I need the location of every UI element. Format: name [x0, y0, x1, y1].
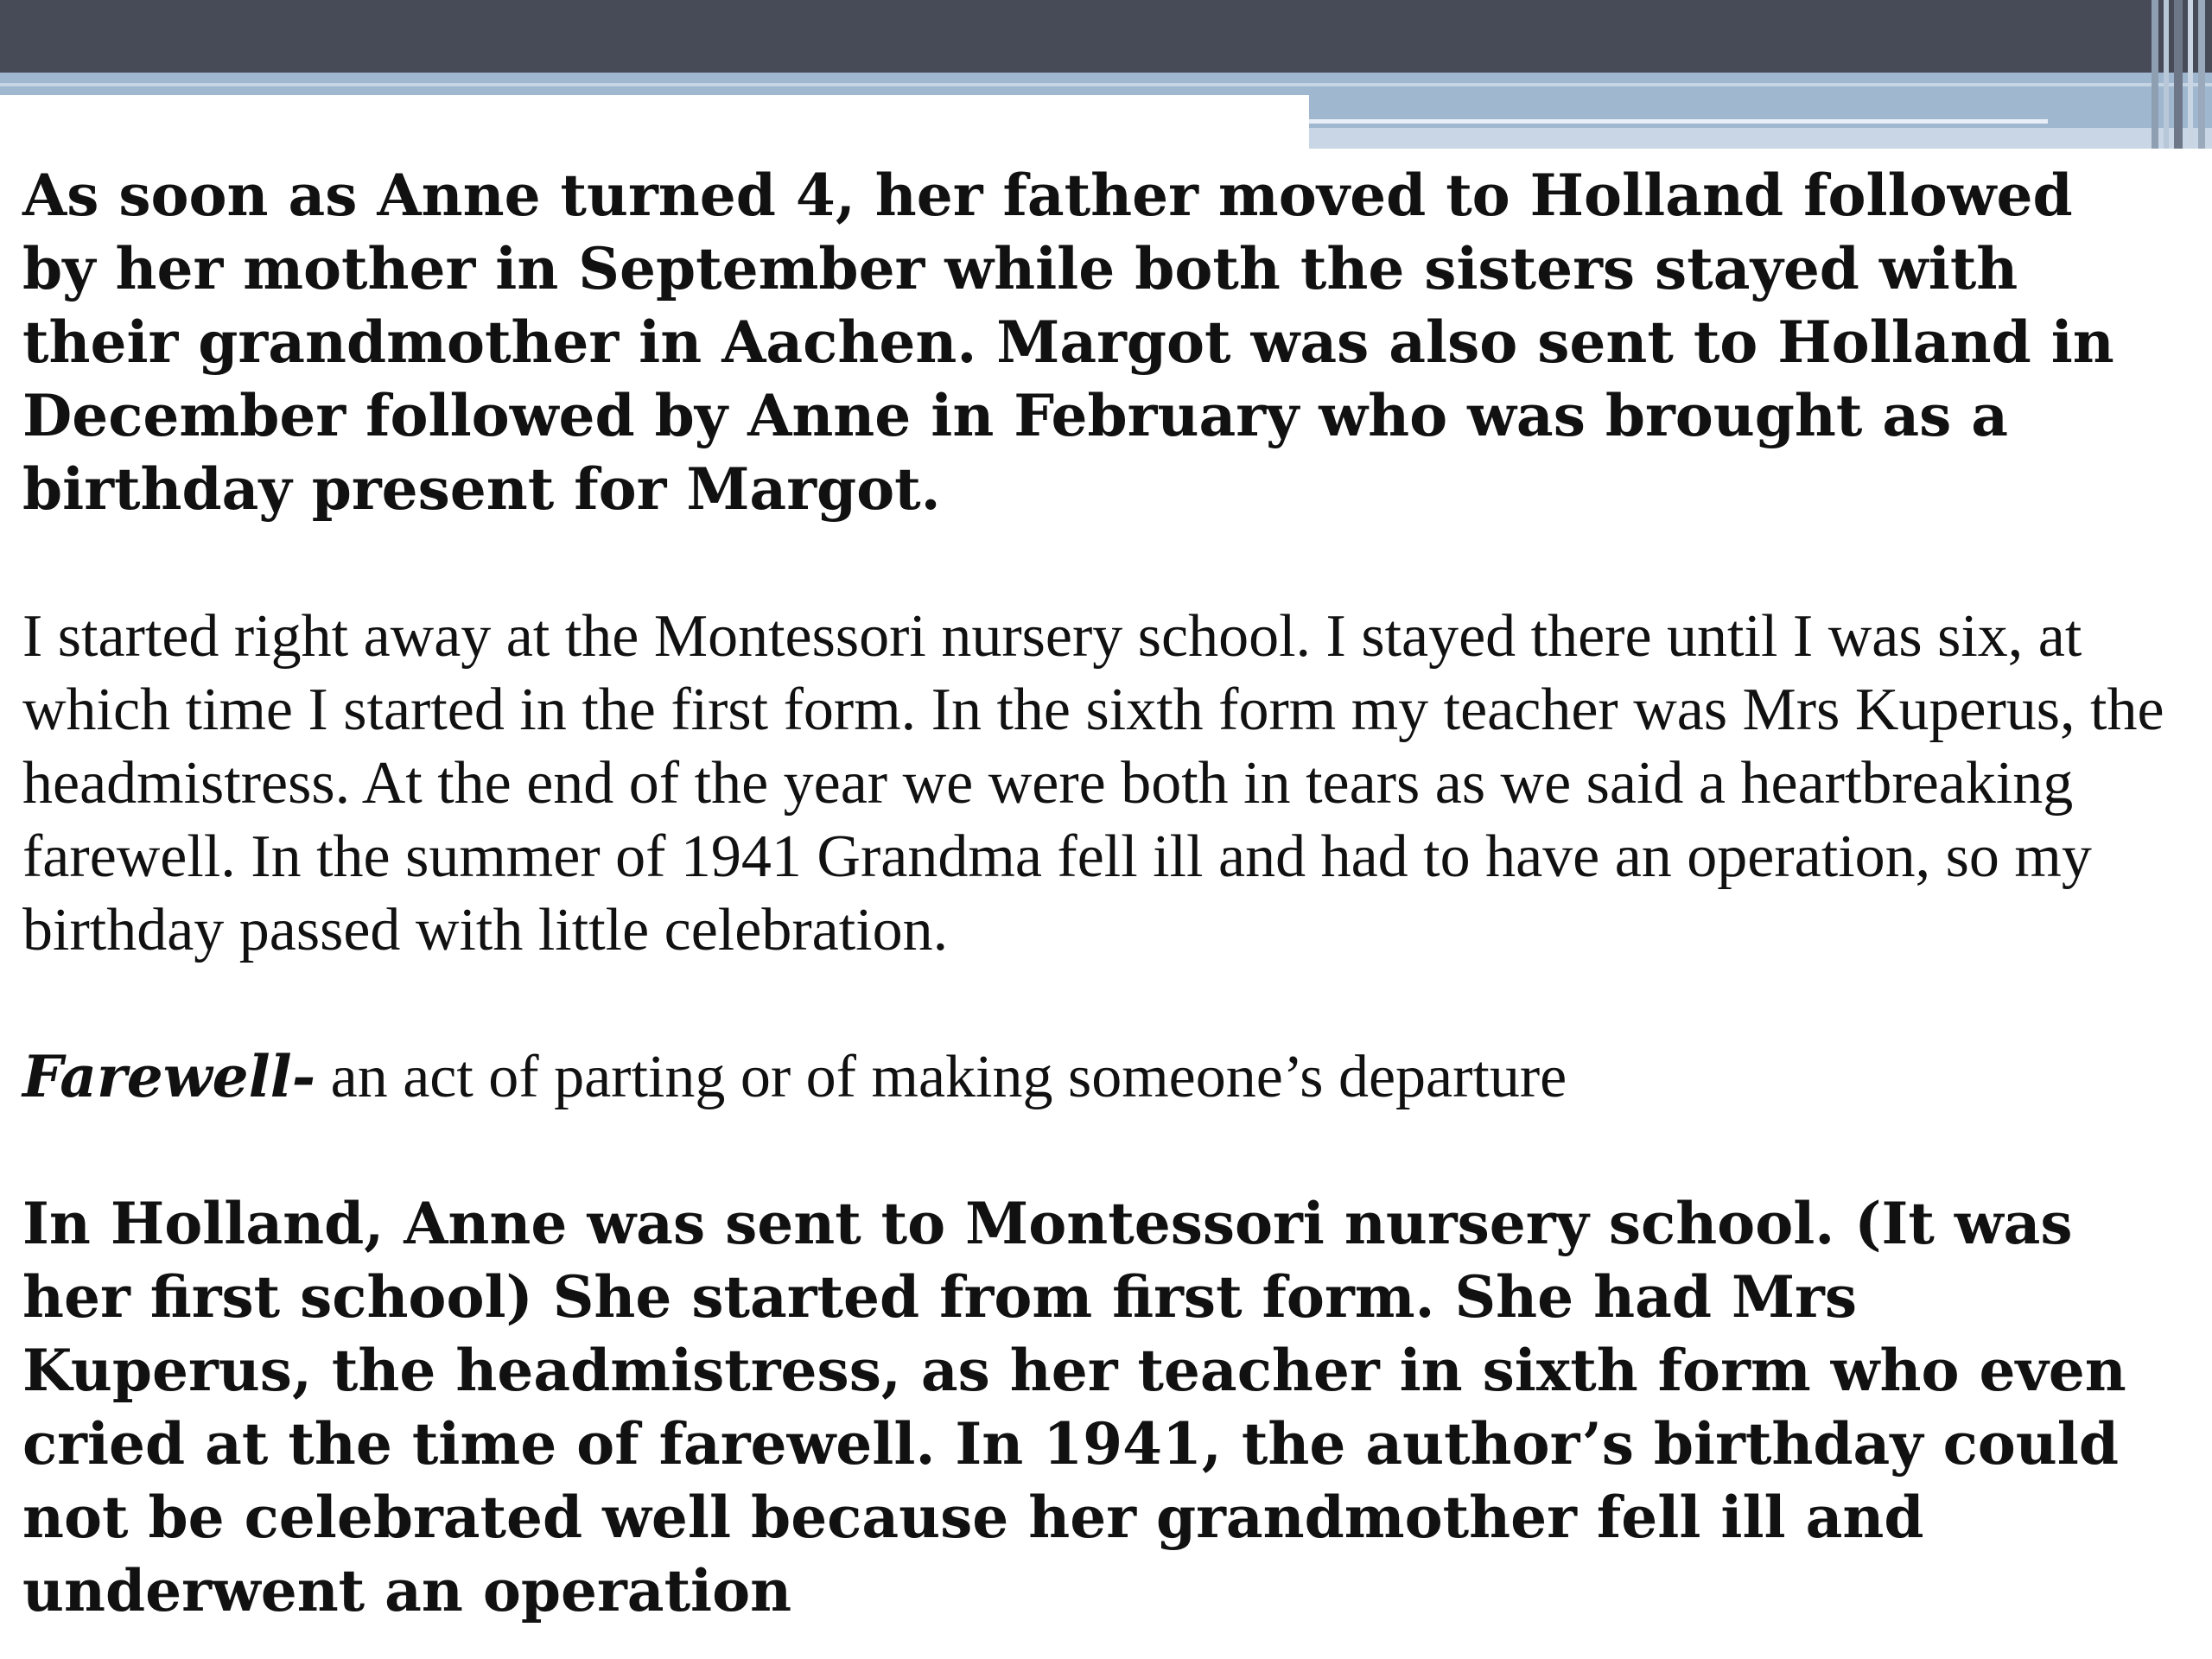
summary-paragraph-1: As soon as Anne turned 4, her father moved to Holland followed by her mother in September while both the sisters stayed with their grandmother in Aachen. Margot was also sent to Holland in December followed by Anne in February who was brought as a birthday present for Margot.	[22, 162, 2114, 523]
header-thin-line	[1309, 119, 2048, 124]
header-right-extension-light	[1309, 128, 2212, 149]
summary-paragraph-2: In Holland, Anne was sent to Montessori nursery school. (It was her first school) She started from first form. She had Mrs Kuperus, the headmistress, as her teacher in sixth form who even cried at the time of farewell. In 1941, the author’s birthday could not be celebrated well because her grandmother fell ill and underwent an operation	[22, 1190, 2126, 1624]
vocabulary-term: Farewell-	[22, 1043, 316, 1110]
header-edge-stripes	[2152, 0, 2212, 149]
paragraph-gap	[22, 526, 2165, 600]
slide-content	[22, 159, 2165, 1628]
header-dark-bar	[0, 0, 2212, 73]
paragraph-gap	[22, 1114, 2165, 1187]
quote-paragraph: I started right away at the Montessori nursery school. I stayed there until I was six, at which time I started in the first form. In the sixth form my teacher was Mrs Kuperus, the headmistress. At the end of the year we were both in tears as we said a heartbreaking farewell. In the summer of 1941 Grandma fell ill and had to have an operation, so my birthday passed with little celebration.	[22, 603, 2164, 963]
vocabulary-entry	[22, 1040, 2165, 1114]
vocabulary-definition: an act of parting or of making someone’s departure	[315, 1044, 1567, 1110]
paragraph-gap	[22, 967, 2165, 1040]
header-highlight-line	[0, 83, 2212, 86]
